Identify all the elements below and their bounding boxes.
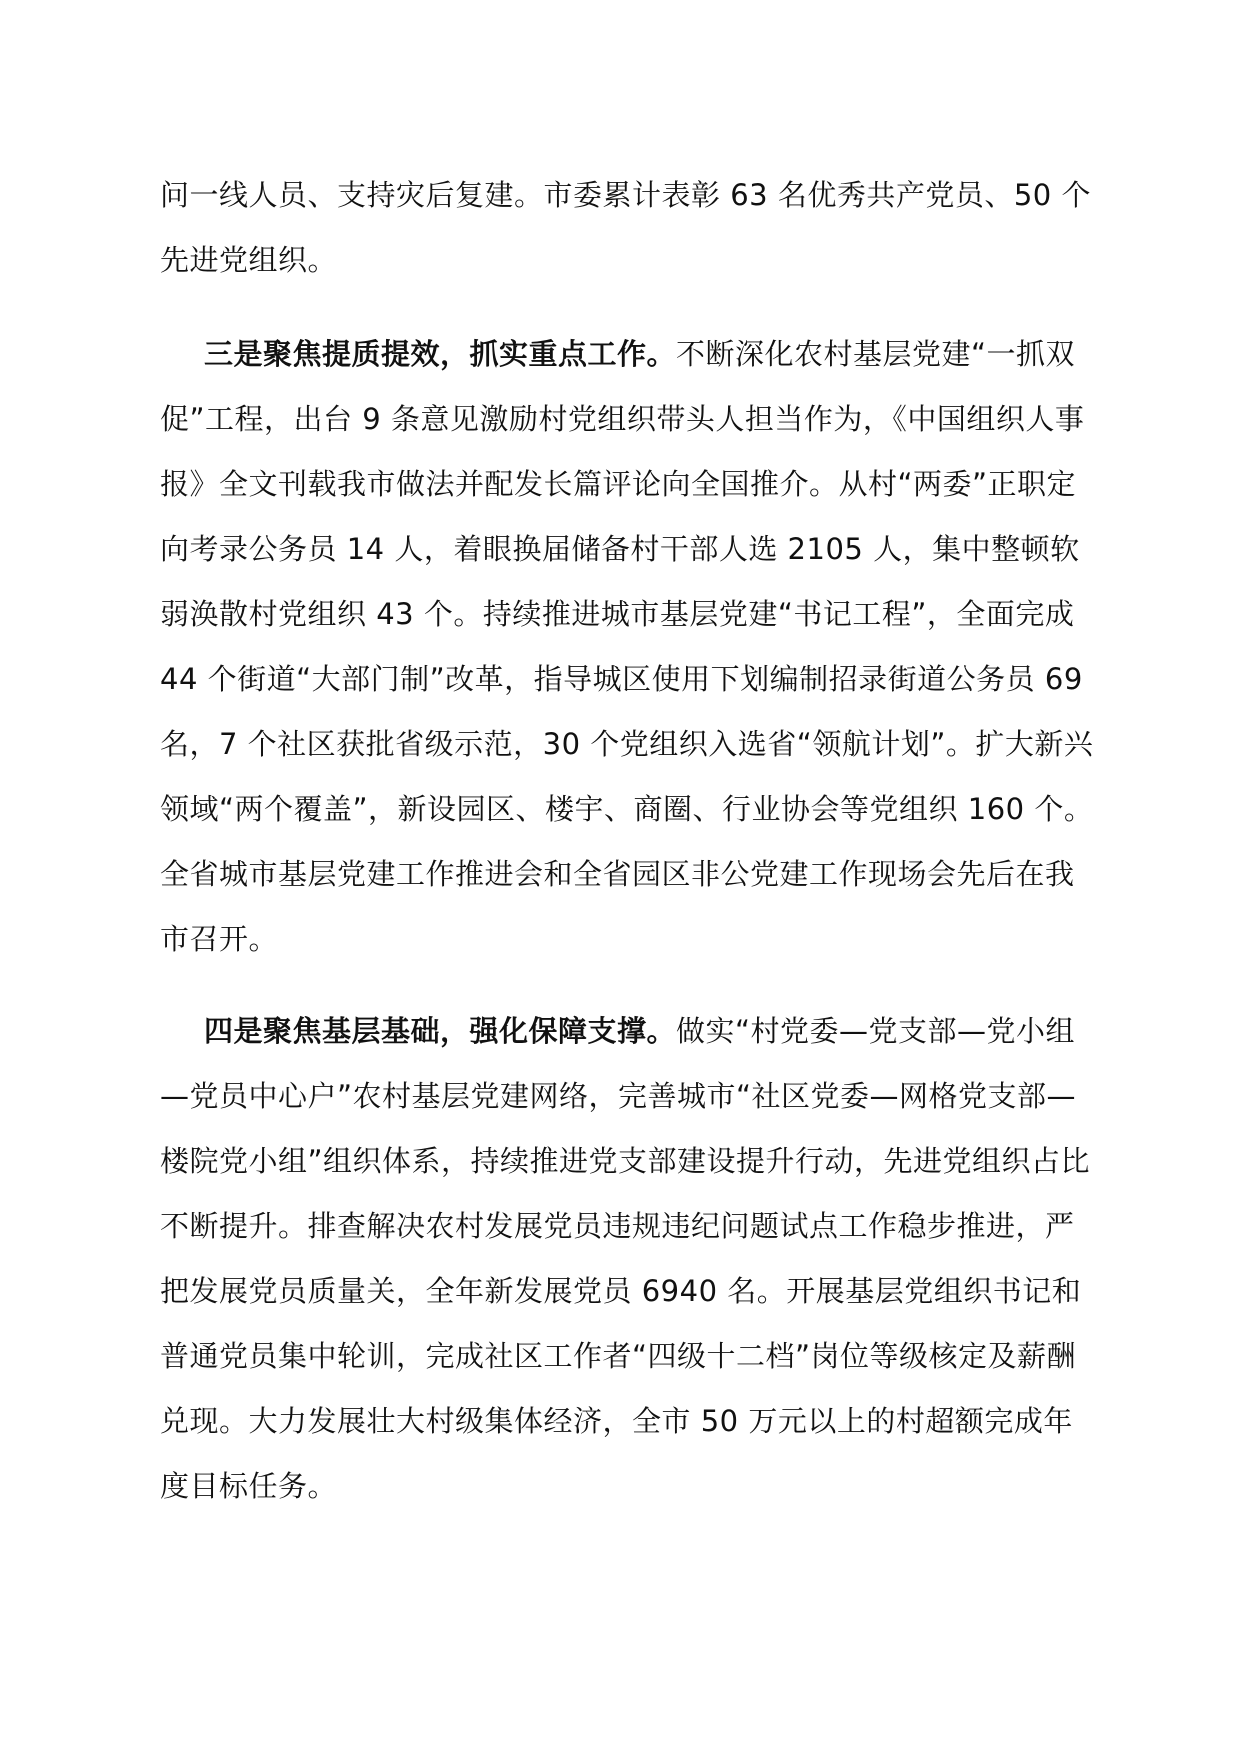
paragraph-body [160,999,1100,1519]
paragraph-focus-quality [160,322,1100,972]
paragraph-body [160,322,1100,972]
paragraph-lead-heading: 三是聚焦提质提效，抓实重点工作。 [204,337,677,371]
paragraph-lead-heading: 四是聚焦基层基础，强化保障支撑。 [204,1014,677,1048]
paragraph-text: 问一线人员、支持灾后复建。市委累计表彰 63 名优秀共产党员、50 个先进党组织。 [160,178,1091,277]
paragraph-body-text: 做实“村党委—党支部—党小组—党员中心户”农村基层党建网络，完善城市“社区党委—网格党支部—楼院党小组”组织体系，持续推进党支部建设提升行动，先进党组织占比不断提升。排查解决农村发展党员违规违纪问题试点工作稳步推进，严把发展党员质量关，全年新发展党员 6940 名。开展基层党组织书记和普通党员集中轮训，完成社区工作者“四级十二档”岗位等级核定及薪酬兑现。大力发展壮大村级集体经济，全市 50 万元以上的村超额完成年度目标任务。 [160,1014,1091,1503]
paragraph-focus-foundation [160,999,1100,1519]
paragraph-body-text: 不断深化农村基层党建“一抓双促”工程，出台 9 条意见激励村党组织带头人担当作为，《中国组织人事报》全文刊载我市做法并配发长篇评论向全国推介。从村“两委”正职定向考录公务员 14 人，着眼换届储备村干部人选 2105 人，集中整顿软弱涣散村党组织 43 个。持续推进城市基层党建“书记工程”，全面完成 44 个街道“大部门制”改革，指导城区使用下划编制招录街道公务员 69 名，7 个社区获批省级示范，30 个党组织入选省“领航计划”。扩大新兴领域“两个覆盖”，新设园区、楼宇、商圈、行业协会等党组织 160 个。全省城市基层党建工作推进会和全省园区非公党建工作现场会先后在我市召开。 [160,337,1094,956]
paragraph-continuation [160,163,1100,293]
